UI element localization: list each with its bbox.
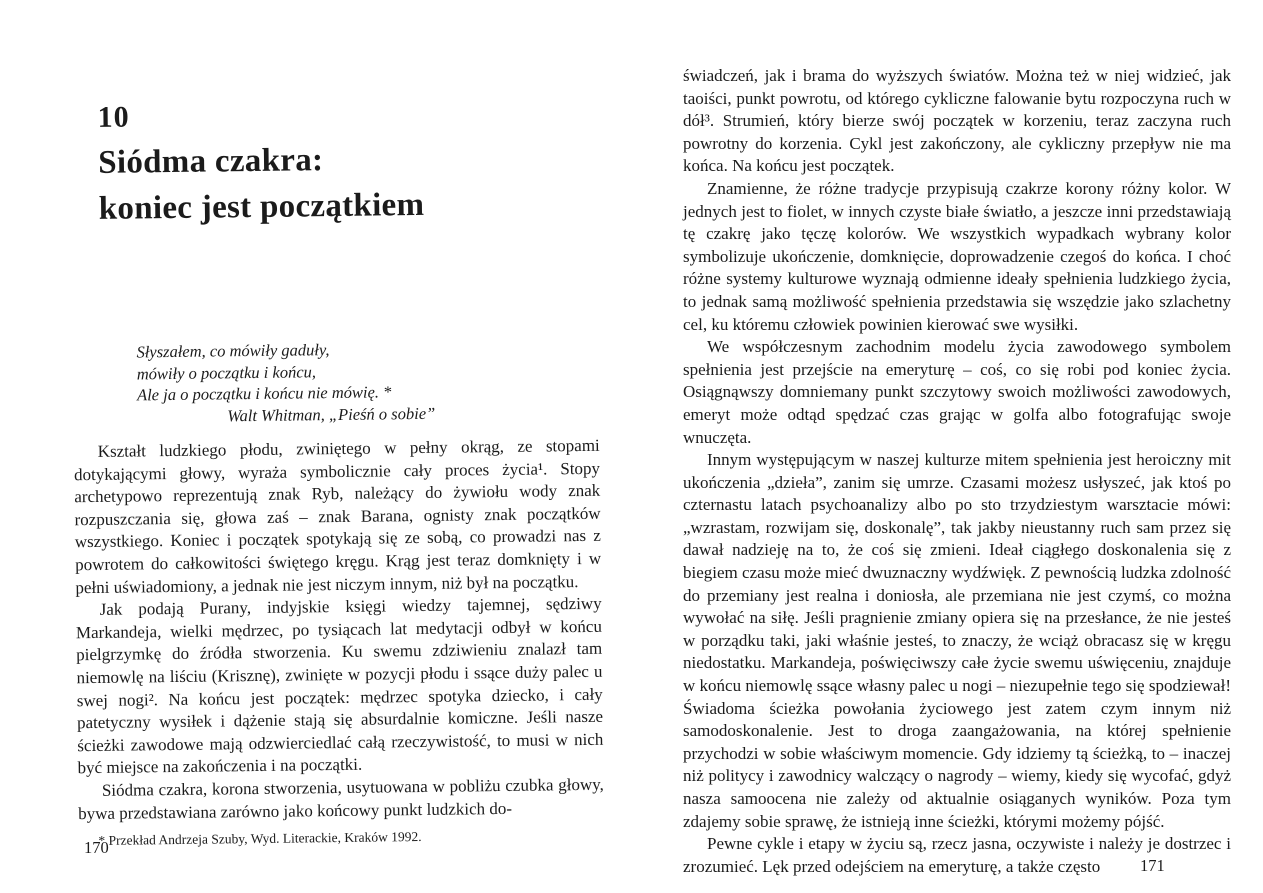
epigraph-line: mówiły o początku i końcu,: [136, 361, 317, 384]
right-page-body: [683, 65, 1231, 878]
paragraph: Siódma czakra, korona stworzenia, usytuowana w pobliżu czubka głowy, bywa przedstawiana zarówno jako końcowy punkt ludzkich do-: [78, 774, 604, 823]
chapter-title-line-1: Siódma czakra:: [97, 142, 324, 181]
paragraph: Znamienne, że różne tradycje przypisują czakrze korony różny kolor. W jednych jest to fiolet, w innych czyste białe światło, a jeszcze inni przedstawiają tę czakrę jako tęczę kolorów. We wszystkich wypadkach wybrany kolor symbolizuje ukończenie, domknięcie, doprowadzenie czegoś do końca. I choć różne systemy kulturowe wyznają odmienne ideały spełnienia ludzkiego życia, to jednak samą możliwość spełnienia przedstawia się wszędzie jako szlachetny cel, ku któremu człowiek powinien kierować swe wysiłki.: [683, 178, 1231, 334]
paragraph: Jak podają Purany, indyjskie księgi wiedzy tajemnej, sędziwy Markandeja, wielki mędrzec, po tysiącach lat medytacji odbył w końcu pielgrzymkę do źródła stworzenia. Ku swemu zdziwieniu znalazł tam niemowlę na liściu (Krisznę), zwinięte w pozycji płodu i ssące duży palec u swej nogi². Na końcu jest początek: mędrzec spotyka dziecko, i cały patetyczny wysiłek i dążenie stają się absurdalnie komiczne. Jeśli nasze ścieżki zawodowe mają odzwierciedlać całą rzeczywistość, to musi w nich być miejsce na zakończenia i na początki.: [75, 593, 604, 778]
epigraph: [136, 336, 599, 428]
page-number-right: 171: [1140, 856, 1165, 875]
paragraph: świadczeń, jak i brama do wyższych światów. Można też w niej widzieć, jak taoiści, punkt powrotu, od którego cykliczne falowanie bytu rozpoczyna ruch w dół³. Strumień, który bierze swój początek w korzeniu, teraz zaczyna ruch powrotny do korzenia. Cykl jest zakończony, ale cykliczny przepływ nie ma końca. Na końcu jest początek.: [683, 66, 1231, 176]
chapter-title-line-2: koniec jest początkiem: [98, 186, 425, 227]
epigraph-attribution: Walt Whitman, „Pieśń o sobie”: [227, 403, 436, 425]
paragraph: Pewne cykle i etapy w życiu są, rzecz jasna, oczywiste i należy je dostrzec i zrozumieć. Lęk przed odejściem na emeryturę, a także często: [683, 834, 1231, 876]
chapter-number: 10: [97, 100, 130, 134]
epigraph-line: Słyszałem, co mówiły gaduły,: [136, 340, 330, 362]
epigraph-line: Ale ja o początku i końcu nie mówię. *: [136, 382, 392, 405]
page-number-left: 170: [84, 838, 109, 857]
left-page-body: [74, 435, 605, 825]
paragraph: Innym występującym w naszej kulturze mitem spełnienia jest heroiczny mit ukończenia „dzieła”, zanim się umrze. Czasami możesz usłyszeć, jak ktoś po czternastu latach psychoanalizy albo po sto trzydziestym warsztacie mówi: „wzrastam, rozwijam się, doskonalę”, tak jakby nieustanny ruch sam przez się dawał nadzieję na to, że coś się zmieni. Ideał ciągłego doskonalenia się z biegiem czasu może mieć dwuznaczny wydźwięk. Z pewnością ludzka zdolność do przemiany jest realna i doniosła, ale przemiana nie jest czymś, co można wywołać na siłę. Jeśli pragnienie zmiany opiera się na przesłance, że nie jesteś w porządku taki, jaki właśnie jesteś, to znaczy, że wciąż obracasz się w kręgu niedostatku. Markandeja, poświęciwszy całe życie swemu uświęceniu, znajduje w końcu niemowlę ssące własny palec u nogi – niezupełnie tego się spodziewał! Świadoma ścieżka powołania życiowego jest zatem czym innym niż samodoskonalenie. Jest to droga zaangażowania, na której spełnienie przychodzi w sobie właściwym momencie. Gdy idziemy tą ścieżką, to – inaczej niż politycy i zawodnicy walczący o nagrody – wiemy, kiedy się wycofać, gdyż nasza samoocena nie zależy od aktualnie osiąganych wyników. Poza tym zdajemy sobie sprawę, że istnieją inne ścieżki, którymi możemy pójść.: [683, 450, 1231, 831]
footnote: * Przekład Andrzeja Szuby, Wyd. Literackie, Kraków 1992.: [98, 829, 422, 849]
paragraph: We współczesnym zachodnim modelu życia zawodowego symbolem spełnienia jest przejście na emeryturę – coś, co się robi pod koniec życia. Osiągnąwszy domniemany punkt szczytowy swoich możliwości zawodowych, emeryt może odtąd spędzać czas grając w golfa albo fotografując swoje wnuczęta.: [683, 337, 1231, 447]
left-page: [69, 83, 604, 859]
paragraph: Kształt ludzkiego płodu, zwiniętego w pełny okrąg, ze stopami dotykającymi głowy, wyraża symbolicznie cały proces życia¹. Stopy archetypowo reprezentują znak Ryb, należący do żywiołu wody znak rozpuszczania się, głowa zaś – znak Barana, ognisty znak początków wszystkiego. Koniec i początek spotykają się ze sobą, co prowadzi nas z powrotem do całkowitości świętego kręgu. Krąg jest teraz domknięty i w pełni uświadomiony, a jednak nie jest niczym innym, niż był na początku.: [73, 435, 602, 597]
chapter-title: [98, 135, 597, 232]
